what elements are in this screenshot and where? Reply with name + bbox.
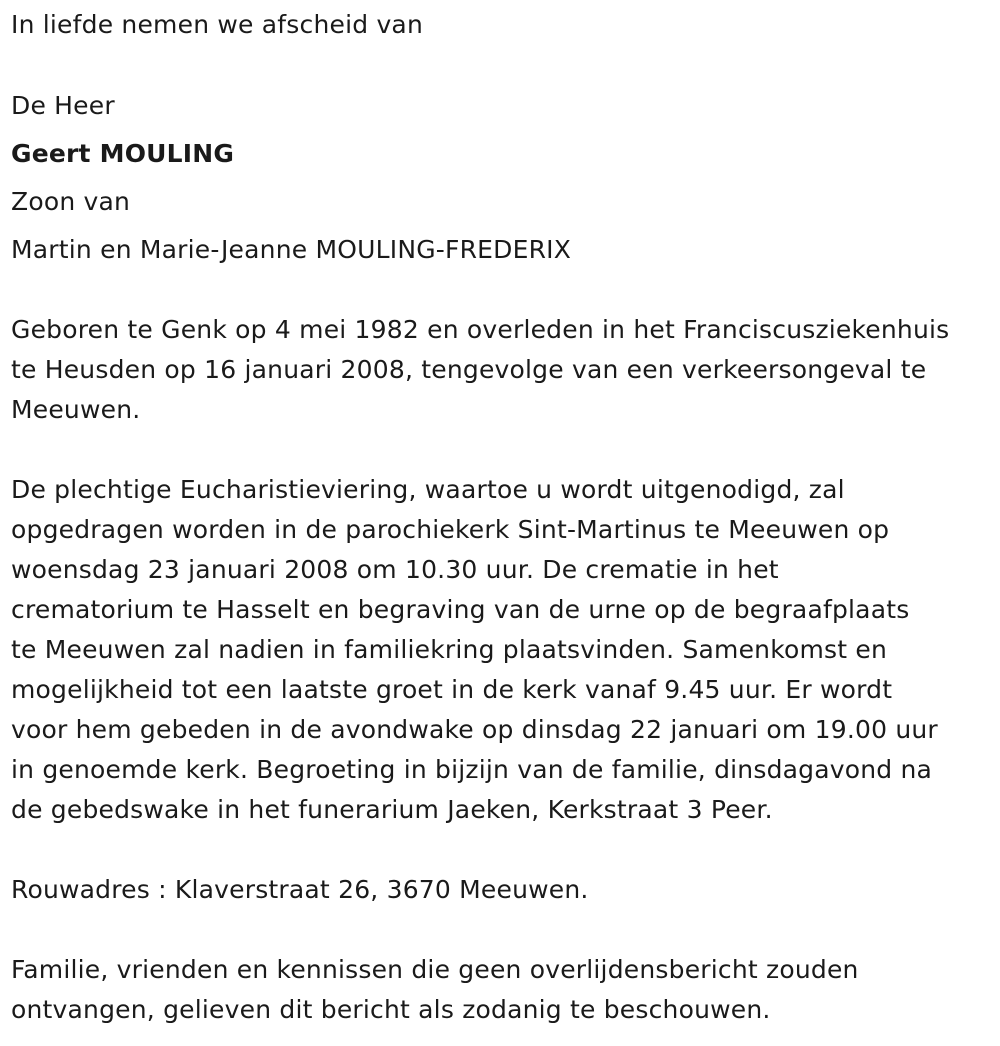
closing-paragraph [11,950,991,1030]
paragraph-line: Familie, vrienden en kennissen die geen overlijdensbericht zouden [11,955,859,984]
paragraph-line: de gebedswake in het funerarium Jaeken, Kerkstraat 3 Peer. [11,795,773,824]
paragraph-line: opgedragen worden in de parochiekerk Sint-Martinus te Meeuwen op [11,515,890,544]
title-prefix: De Heer [11,91,115,120]
deceased-name: Geert MOULING [11,139,235,168]
paragraph-line: Meeuwen. [11,395,141,424]
birth-death-paragraph [11,310,991,430]
paragraph-line: mogelijkheid tot een laatste groet in de kerk vanaf 9.45 uur. Er wordt [11,675,893,704]
parents-names: Martin en Marie-Jeanne MOULING-FREDERIX [11,235,572,264]
paragraph-line: te Heusden op 16 januari 2008, tengevolge van een verkeersongeval te [11,355,927,384]
paragraph-line: De plechtige Eucharistieviering, waartoe u wordt uitgenodigd, zal [11,475,845,504]
intro-text: In liefde nemen we afscheid van [11,10,423,39]
paragraph-line: Geboren te Genk op 4 mei 1982 en overleden in het Franciscusziekenhuis [11,315,950,344]
paragraph-line: ontvangen, gelieven dit bericht als zodanig te beschouwen. [11,995,771,1024]
son-of-label: Zoon van [11,187,131,216]
ceremony-paragraph [11,470,991,830]
paragraph-line: woensdag 23 januari 2008 om 10.30 uur. De crematie in het [11,555,779,584]
paragraph-line: te Meeuwen zal nadien in familiekring plaatsvinden. Samenkomst en [11,635,888,664]
paragraph-line: voor hem gebeden in de avondwake op dinsdag 22 januari om 19.00 uur [11,715,938,744]
mourning-address: Rouwadres : Klaverstraat 26, 3670 Meeuwen. [11,875,589,904]
paragraph-line: crematorium te Hasselt en begraving van de urne op de begraafplaats [11,595,910,624]
paragraph-line: in genoemde kerk. Begroeting in bijzijn van de familie, dinsdagavond na [11,755,933,784]
